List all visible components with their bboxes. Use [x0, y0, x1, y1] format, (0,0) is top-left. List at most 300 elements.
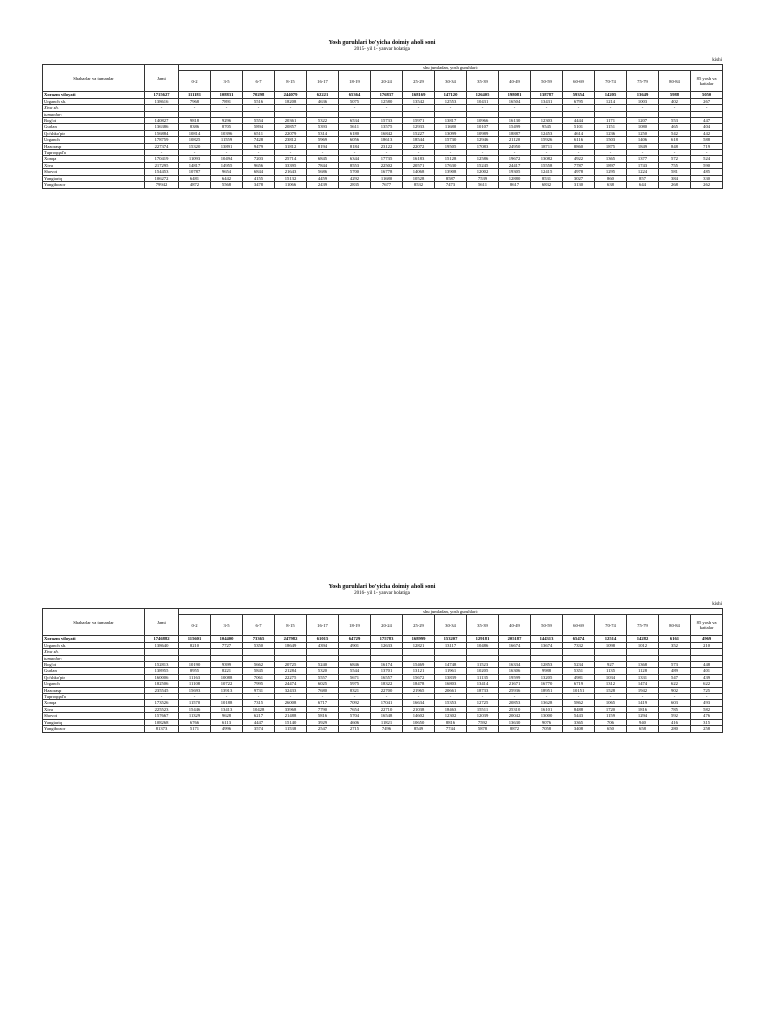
row-age-value: 5101	[563, 124, 595, 130]
row-age-value: 13908	[435, 169, 467, 175]
row-age-value: -	[659, 105, 691, 111]
row-age-value: -	[627, 105, 659, 111]
row-age-value: 644	[627, 182, 659, 188]
unit-label: kishi	[712, 58, 722, 63]
row-district-name: Urganch	[43, 137, 145, 143]
row-age-value: 719	[691, 143, 723, 149]
row-age-value: -	[339, 105, 371, 111]
row-age-value: 6056	[339, 137, 371, 143]
row-age-value: 168169	[403, 92, 435, 98]
row-district-name: tumanlar:	[43, 111, 145, 117]
row-age-value: 622	[659, 681, 691, 687]
row-age-value: 8872	[499, 726, 531, 732]
row-age-value: 13891	[211, 143, 243, 149]
row-age-value: 4444	[563, 118, 595, 124]
row-district-name: Tuproqqal'a	[43, 150, 145, 156]
row-age-value: 20857	[275, 124, 307, 130]
row-district-name: tumanlar:	[43, 655, 145, 661]
row-age-value: 20725	[275, 662, 307, 668]
row-age-value: 785	[659, 706, 691, 712]
row-age-value: 9399	[211, 662, 243, 668]
header-age: 60-69	[563, 71, 595, 92]
header-age: 85 yosh va kattalar	[691, 71, 723, 92]
row-age-value: 15132	[275, 175, 307, 181]
row-age-value: 5075	[339, 98, 371, 104]
row-age-value: 330	[691, 175, 723, 181]
row-age-value: 10814	[179, 130, 211, 136]
row-total: 1715627	[145, 92, 179, 98]
row-age-value: -	[531, 105, 563, 111]
row-age-value: 10428	[243, 706, 275, 712]
row-age-value: 210	[691, 642, 723, 648]
row-age-value: 4447	[243, 719, 275, 725]
row-district-name: Xonqa	[43, 700, 145, 706]
row-age-value: 8321	[339, 687, 371, 693]
row-age-value: 18208	[275, 98, 307, 104]
row-total: 178759	[145, 137, 179, 143]
row-district-name: Xorazm viloyati	[43, 92, 145, 98]
row-age-value: 15672	[403, 674, 435, 680]
header-age: 85 yosh va kattalar	[691, 615, 723, 636]
row-age-value: 902	[659, 687, 691, 693]
row-age-value: 5700	[339, 169, 371, 175]
row-total: 225523	[145, 706, 179, 712]
row-total: 173526	[145, 700, 179, 706]
row-age-value: 4996	[211, 726, 243, 732]
row-age-value: 18649	[275, 642, 307, 648]
header-age: 30-34	[435, 71, 467, 92]
row-age-value: 15245	[467, 162, 499, 168]
row-age-value: -	[531, 694, 563, 700]
row-age-value: 9988	[531, 668, 563, 674]
row-age-value: -	[531, 150, 563, 156]
row-age-value: 147120	[435, 92, 467, 98]
row-age-value: 138787	[531, 92, 563, 98]
row-age-value: -	[211, 105, 243, 111]
row-age-value: 2439	[307, 182, 339, 188]
row-age-value: 4614	[563, 130, 595, 136]
row-age-value: -	[403, 105, 435, 111]
row-age-value: 198081	[499, 92, 531, 98]
row-total: 106272	[145, 175, 179, 181]
row-age-value: -	[595, 150, 627, 156]
row-age-value: 1171	[595, 118, 627, 124]
row-age-value: 7332	[563, 642, 595, 648]
row-age-value: -	[595, 105, 627, 111]
row-age-value: 13117	[435, 642, 467, 648]
row-age-value: 11570	[179, 700, 211, 706]
row-age-value: -	[371, 150, 403, 156]
row-age-value: 10494	[211, 156, 243, 162]
row-age-value: 5443	[563, 713, 595, 719]
row-age-value: 16101	[531, 706, 563, 712]
row-age-value: 1743	[627, 162, 659, 168]
row-age-value: 9628	[211, 713, 243, 719]
row-age-value: 168999	[403, 636, 435, 642]
row-age-value: 15558	[531, 162, 563, 168]
row-age-value: 5393	[307, 124, 339, 130]
row-age-value: 10825	[179, 137, 211, 143]
row-district-name: Xorazm viloyati	[43, 636, 145, 642]
row-age-value: 9654	[211, 169, 243, 175]
header-age: 60-69	[563, 615, 595, 636]
row-age-value: 11093	[179, 156, 211, 162]
row-total: -	[145, 105, 179, 111]
header-age: 3-5	[211, 71, 243, 92]
row-age-value: 9545	[531, 124, 563, 130]
row-age-value: 24950	[499, 143, 531, 149]
row-age-value: 13575	[371, 124, 403, 130]
row-district-name: Xiva sh.	[43, 649, 145, 655]
row-age-value: 21488	[275, 713, 307, 719]
row-age-value: 4292	[339, 175, 371, 181]
row-age-value: 573	[659, 662, 691, 668]
row-age-value: 3130	[563, 182, 595, 188]
row-age-value: 542	[659, 130, 691, 136]
row-age-value: -	[211, 150, 243, 156]
row-age-value: 19505	[435, 143, 467, 149]
row-total: 182506	[145, 681, 179, 687]
row-age-value: 13082	[531, 156, 563, 162]
row-age-value: 1207	[627, 118, 659, 124]
header-age: 40-49	[499, 615, 531, 636]
population-table-2015	[42, 64, 723, 189]
row-age-value: 7844	[307, 162, 339, 168]
row-age-value: 7995	[243, 681, 275, 687]
row-district-name: Urganch sh.	[43, 98, 145, 104]
row-age-value: 582	[691, 706, 723, 712]
row-age-value: -	[467, 150, 499, 156]
row-age-value: 5234	[563, 662, 595, 668]
row-age-value: 848	[659, 143, 691, 149]
row-age-value: 175783	[371, 636, 403, 642]
row-age-value: 5975	[339, 681, 371, 687]
row-age-value: 8184	[339, 143, 371, 149]
row-age-value: 14955	[211, 162, 243, 168]
row-age-value: 4394	[307, 642, 339, 648]
row-age-value: 8386	[179, 124, 211, 130]
row-district-name: Yangiariq	[43, 175, 145, 181]
row-age-value: 2835	[339, 182, 371, 188]
row-age-value: 1419	[627, 700, 659, 706]
row-age-value: 1080	[627, 124, 659, 130]
row-age-value: 315	[691, 719, 723, 725]
row-age-value: 12553	[435, 98, 467, 104]
row-age-value: 5611	[339, 124, 371, 130]
row-age-value: 16803	[435, 681, 467, 687]
row-age-value: 26008	[275, 700, 307, 706]
row-age-value: 65474	[563, 636, 595, 642]
row-age-value: 11680	[435, 124, 467, 130]
row-age-value: -	[403, 694, 435, 700]
row-age-value: 10528	[403, 175, 435, 181]
row-district-name: Qo'shko'pir	[43, 130, 145, 136]
row-age-value: 8532	[403, 182, 435, 188]
row-age-value: 12302	[435, 713, 467, 719]
row-age-value: 5516	[243, 98, 275, 104]
row-age-value: 1295	[595, 169, 627, 175]
row-age-value: 10787	[179, 169, 211, 175]
header-age: 16-17	[307, 615, 339, 636]
header-age: 30-34	[435, 615, 467, 636]
row-age-value: 12580	[371, 98, 403, 104]
row-age-value: 5351	[563, 668, 595, 674]
row-age-value: 15499	[499, 124, 531, 130]
row-district-name: Shovot	[43, 713, 145, 719]
row-age-value: 1151	[595, 124, 627, 130]
row-age-value: 9296	[211, 118, 243, 124]
table-header	[43, 609, 723, 636]
row-age-value: 6025	[307, 681, 339, 687]
row-age-value: -	[403, 150, 435, 156]
header-age: 3-5	[211, 615, 243, 636]
table-2016-section	[42, 584, 722, 733]
row-age-value: 9731	[243, 687, 275, 693]
row-age-value: 13000	[531, 713, 563, 719]
row-district-name: Urganch	[43, 681, 145, 687]
row-age-value: 8587	[435, 175, 467, 181]
row-age-value: 18322	[371, 681, 403, 687]
row-age-value: 5611	[467, 182, 499, 188]
row-age-value: 13674	[531, 642, 563, 648]
row-total: 136386	[145, 124, 179, 130]
header-age: 35-39	[467, 71, 499, 92]
row-age-value: 18478	[403, 681, 435, 687]
row-age-value: 20661	[435, 687, 467, 693]
header-age: 40-49	[499, 71, 531, 92]
row-district-name: Gurlan	[43, 668, 145, 674]
row-age-value: 11108	[179, 681, 211, 687]
row-age-value: 18544	[403, 137, 435, 143]
row-age-value: 401	[691, 668, 723, 674]
row-age-value: -	[627, 694, 659, 700]
row-age-value: 16778	[371, 169, 403, 175]
row-age-value: 442	[691, 130, 723, 136]
row-age-value: 12946	[467, 137, 499, 143]
row-age-value: 1294	[627, 713, 659, 719]
row-age-value: -	[563, 150, 595, 156]
row-age-value: 5320	[307, 668, 339, 674]
row-age-value: 12586	[467, 156, 499, 162]
row-age-value: 16557	[371, 674, 403, 680]
row-age-value: -	[307, 694, 339, 700]
row-age-value: 10151	[563, 687, 595, 693]
row-age-value: 18711	[531, 143, 563, 149]
row-age-value: 940	[627, 719, 659, 725]
row-age-value: 22700	[371, 687, 403, 693]
row-age-value: 8549	[403, 726, 435, 732]
row-age-value: 12002	[467, 169, 499, 175]
row-age-value: 22072	[403, 143, 435, 149]
row-age-value: 25310	[499, 706, 531, 712]
row-age-value: 73365	[243, 636, 275, 642]
row-age-value: -	[467, 694, 499, 700]
row-total: 235545	[145, 687, 179, 693]
row-age-value: 7592	[467, 719, 499, 725]
row-age-value: 447	[691, 118, 723, 124]
row-age-value: 21284	[275, 668, 307, 674]
row-age-value: 12039	[467, 713, 499, 719]
row-age-value: 12725	[467, 700, 499, 706]
row-age-value: 1816	[627, 706, 659, 712]
row-age-value: 11523	[467, 662, 499, 668]
row-age-value: 6846	[339, 662, 371, 668]
row-age-value: -	[275, 694, 307, 700]
row-age-value: 13542	[403, 98, 435, 104]
row-age-value: 1377	[627, 156, 659, 162]
row-district-name: Bog'ot	[43, 662, 145, 668]
row-age-value: 6845	[307, 156, 339, 162]
row-age-value: 4459	[307, 175, 339, 181]
header-age: 80-84	[659, 71, 691, 92]
row-age-value: 268	[659, 182, 691, 188]
row-age-value: 7968	[179, 98, 211, 104]
row-age-value: 20853	[499, 700, 531, 706]
row-total: 108268	[145, 719, 179, 725]
row-age-value: 5662	[243, 662, 275, 668]
row-age-value: 15733	[371, 118, 403, 124]
row-age-value: 18463	[435, 706, 467, 712]
row-age-value: 267	[691, 98, 723, 104]
row-age-value: -	[243, 150, 275, 156]
row-age-value: 7473	[435, 182, 467, 188]
row-age-value: -	[307, 150, 339, 156]
row-age-value: 17735	[371, 156, 403, 162]
header-age: 35-39	[467, 615, 499, 636]
row-age-value: 33968	[275, 706, 307, 712]
row-age-value: 5845	[243, 668, 275, 674]
row-age-value: -	[339, 150, 371, 156]
row-age-value: 16306	[499, 668, 531, 674]
row-age-value: -	[499, 694, 531, 700]
row-age-value: 9076	[531, 719, 563, 725]
header-age: 20-24	[371, 71, 403, 92]
row-age-value: 20361	[275, 118, 307, 124]
row-age-value: 7203	[243, 156, 275, 162]
row-age-value: 13205	[531, 674, 563, 680]
row-age-value: 258	[691, 726, 723, 732]
row-age-value: 15353	[435, 700, 467, 706]
row-age-value: 5878	[467, 726, 499, 732]
row-age-value: 21038	[403, 706, 435, 712]
row-age-value: 6116	[563, 137, 595, 143]
row-total: -	[145, 694, 179, 700]
row-age-value: 485	[691, 169, 723, 175]
row-age-value: 15730	[435, 137, 467, 143]
row-total: 154453	[145, 169, 179, 175]
row-district-name: Yangiariq	[43, 719, 145, 725]
row-age-value: 581	[659, 169, 691, 175]
row-age-value: 4636	[307, 98, 339, 104]
row-age-value: 8860	[563, 143, 595, 149]
row-age-value: 17630	[435, 162, 467, 168]
row-age-value: -	[211, 694, 243, 700]
row-age-value: 1503	[595, 137, 627, 143]
row-age-value: 416	[659, 719, 691, 725]
row-age-value: 5557	[307, 674, 339, 680]
row-age-value: 638	[595, 182, 627, 188]
row-age-value: 18951	[531, 687, 563, 693]
row-age-value: -	[563, 105, 595, 111]
row-age-value: 16130	[499, 118, 531, 124]
row-age-value: 1365	[595, 156, 627, 162]
row-age-value: 4872	[179, 182, 211, 188]
row-age-value: 153207	[435, 636, 467, 642]
row-age-value: 8531	[531, 175, 563, 181]
row-age-value: 4155	[243, 175, 275, 181]
row-age-value: 13414	[467, 681, 499, 687]
table-header	[43, 65, 723, 92]
row-district-name: Xiva	[43, 162, 145, 168]
row-age-value: 1159	[595, 713, 627, 719]
row-age-value: 16548	[371, 713, 403, 719]
row-age-value: 10431	[467, 98, 499, 104]
row-age-value: 14602	[403, 713, 435, 719]
row-age-value: 17041	[371, 700, 403, 706]
row-age-value: 262	[691, 182, 723, 188]
row-age-value: 11066	[275, 182, 307, 188]
row-age-value: 1214	[595, 98, 627, 104]
row-age-value: 13630	[499, 719, 531, 725]
row-age-value: 1128	[627, 668, 659, 674]
row-age-value: 20571	[403, 162, 435, 168]
row-age-value: -	[435, 150, 467, 156]
row-district-name: Gurlan	[43, 124, 145, 130]
row-age-value: -	[627, 150, 659, 156]
header-age: 70-74	[595, 615, 627, 636]
row-age-value: 1849	[627, 143, 659, 149]
row-age-value: 465	[659, 124, 691, 130]
row-district-name: Yangibozor	[43, 182, 145, 188]
row-age-value: 6717	[307, 700, 339, 706]
row-age-value: 12853	[531, 662, 563, 668]
row-age-value: 18887	[499, 130, 531, 136]
row-age-value: 553	[659, 118, 691, 124]
row-age-value: 1875	[595, 143, 627, 149]
row-age-value: -	[179, 105, 211, 111]
row-age-value: 15320	[179, 143, 211, 149]
row-age-value: 404	[691, 124, 723, 130]
row-age-value: 61015	[307, 636, 339, 642]
row-age-value: 547	[659, 674, 691, 680]
row-age-value: 5171	[179, 726, 211, 732]
header-age-group: shu jumladan, yosh guruhlari:	[179, 65, 723, 71]
header-total: Jami	[145, 65, 179, 92]
row-age-value: 10722	[211, 681, 243, 687]
row-age-value: 2547	[307, 726, 339, 732]
row-age-value: 16183	[403, 156, 435, 162]
row-age-value: 25936	[499, 687, 531, 693]
row-age-value: 5816	[307, 713, 339, 719]
row-age-value: 1331	[627, 674, 659, 680]
row-age-value: 280	[659, 726, 691, 732]
row-age-value: 21120	[499, 137, 531, 143]
row-age-value: 12633	[371, 642, 403, 648]
row-age-value: 144313	[531, 636, 563, 642]
row-age-value: -	[179, 150, 211, 156]
row-age-value: 5671	[339, 674, 371, 680]
row-age-value: 590	[691, 162, 723, 168]
row-age-value: 5350	[243, 642, 275, 648]
row-age-value: 59354	[563, 92, 595, 98]
row-total: 1746882	[145, 636, 179, 642]
row-age-value: 618	[659, 137, 691, 143]
row-age-value: 16334	[499, 662, 531, 668]
row-age-value: 13431	[531, 98, 563, 104]
row-age-value: 1012	[627, 642, 659, 648]
row-age-value: 4969	[691, 636, 723, 642]
row-age-value: 4978	[563, 169, 595, 175]
